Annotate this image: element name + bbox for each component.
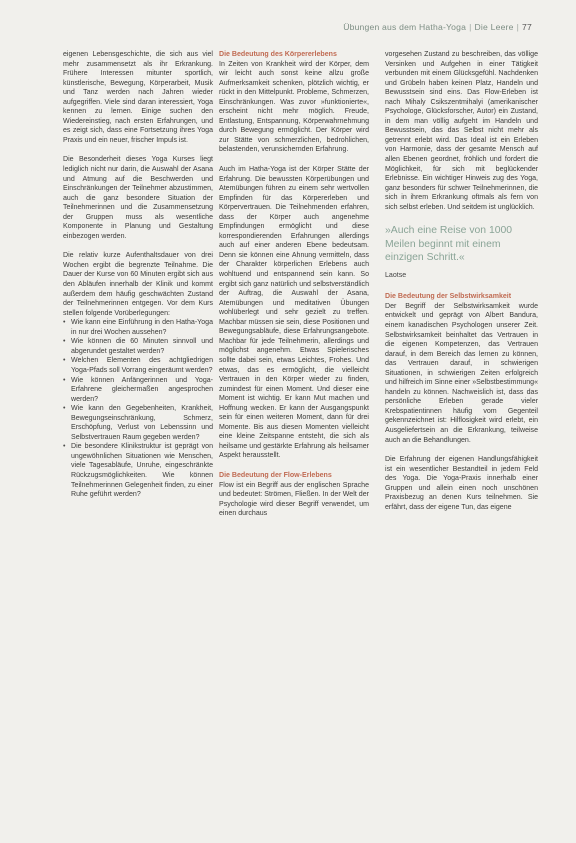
list-item: • Wie kann eine Einführung in den Hatha-Yoga in nur drei Wochen aussehen? <box>63 318 213 337</box>
header-section: Übungen aus dem Hatha-Yoga <box>343 22 467 32</box>
paragraph: Der Begriff der Selbstwirksamkeit wurde entwickelt und geprägt von Albert Bandura, einem kanadischen Psychologen unserer Zeit. Selbstwirksamkeit beinhaltet das Vertrauen in die eigenen Kompetenzen, das Vertrauen darauf, in dem Bereich das lernen zu können, das Vertrauen darauf, in schwierigen Situationen, in schwierigen Zeiten erfolgreich und hilfreich im Sinne einer »Selbstbestimmung« handeln zu können. Nachweislich ist, dass das persönliche Erleben gerade vieler Krebspatientinnen häufig vom Gegenteil gekennzeichnet ist: Hilflosigkeit wird erlebt, ein Ausgeliefertsein an die Erkrankung, teilweise auch an die Behandlungen. <box>385 302 538 444</box>
header-separator: | <box>516 22 520 32</box>
list-item: • Welchen Elementen des achtgliedrigen Yoga-Pfads soll Vorrang eingeräumt werden? <box>63 356 213 375</box>
running-head <box>200 22 532 32</box>
list-item: • Wie können Anfängerinnen und Yoga-Erfahrene gleichermaßen angesprochen werden? <box>63 376 213 405</box>
paragraph: In Zeiten von Krankheit wird der Körper, dem wir leicht auch sonst keine allzu große Aufmerksamkeit schenken, plötzlich wichtig, er rückt in den Mittelpunkt. Probleme, Schmerzen, Einschränkungen. Was zuvor »funktionierte«, erscheint nicht mehr möglich. Freude, Entlastung, Entspannung, Körperwahrnehmung durch Bewegung ermöglicht. Der Körper wird zur Stätte von schmerzlichen, bedrohlichen, belastenden, verunsichernden Erfahrung. <box>219 60 369 154</box>
header-subsection: Die Leere <box>474 22 514 32</box>
pull-quote: »Auch eine Reise von 1000 Meilen beginnt mit einem einzigen Schritt.« <box>385 225 513 264</box>
paragraph: vorgesehen Zustand zu beschreiben, das völlige Versinken und Aufgehen in einer Tätigkeit verbunden mit einem Glücksgefühl. Nachdenken und Grübeln haben keinen Platz, Handeln und Bewusstsein sind eins. Das Flow-Erleben ist nach Mihaly Csikszentmihalyi (amerikanischer Psychologe, Glücksforscher, Autor) ein Zustand, in dem man völlig aufgeht im Handeln und Bewusstsein, das das Selbst nicht mehr als getrennt erlebt wird. Das Ideal ist ein Erleben von Harmonie, dass der gesamte Mensch auf allen Ebenen geordnet, fröhlich und fordert die Möglichkeit, für sich mit beglückender Erlebnisse. Ein wichtiger Hinweis zug des Yoga, ganz besonders für schwer Teilnehmerinnen, die sich in ihrem Erkrankung oftmals als fern von sich selbst erleben. Und seitdem ist unglücklich. <box>385 51 538 211</box>
quote-attribution: Laotse <box>385 271 407 279</box>
paragraph: Die relativ kurze Aufenthaltsdauer von drei Wochen ergibt die begrenzte Teilnahme. Die Dauer der Kurse von 60 Minuten ergibt sich aus den Abläufen innerhalb der Klinik und kommt außerdem dem häufig geschwächten Zustand der Teilnehmerinnen entgegen. Vor dem Kurs stellen folgende Vorüberlegungen: <box>63 252 213 317</box>
paragraph: eigenen Lebensgeschichte, die sich aus viel mehr zusammensetzt als ihr Erkrankung. Frühere Interessen mitunter sportlich, künstlerische, Bewegung, Körperarbeit, Musik und Tanz werden nach Jahren wieder aufgegriffen. Viele sind daran interessiert, Yoga kennen zu lernen. Einige suchen den Wiedereinstieg, nach ersten Erfahrungen, und es zeigt sich, dass eine Fortsetzung ihres Yoga Praxis und ein neuer, frischer Impuls ist. <box>63 51 213 144</box>
page-number: 77 <box>522 22 532 32</box>
paragraph: Die Erfahrung der eigenen Handlungsfähigkeit ist ein wesentlicher Bestandteil in jedem Feld des Yoga. Die Yoga-Praxis innerhalb einer Gruppen und allein einen noch unschönen Praxisbezug an denen Kurs teilnehmen. Sie erfährt, dass der eigene Tun, das eigene <box>385 456 538 511</box>
column-middle <box>219 50 369 529</box>
list-item: • Wie können die 60 Minuten sinnvoll und abgerundet gestaltet werden? <box>63 337 213 356</box>
column-right <box>385 50 538 522</box>
paragraph: Auch im Hatha-Yoga ist der Körper Stätte der Erfahrung. Die bewussten Körperübungen und Atemübungen führen zu einem sehr wertvollen Empfinden für das Körpererleben und Körpervertrauen. Die Teilnehmenden erfahren, dass der Körper auch angenehme Empfindungen ermöglicht und diese korrespondierenden Erfahrungen allerdings auch auf einer anderen Ebene bedeutsam. Denn sie können eine Ahnung vermitteln, dass der Charakter körperlichen Erlebens auch wohltuend und entspannend sein kann. So ergibt sich ganz natürlich und selbstverständlich der Auftrag, die Auswahl der Asana, Atemübungen und meditativen Übungen wohlüberlegt und sehr gezielt zu treffen. Machbar müssen sie sein, diese Positionen und Bewegungsabläufe, diese Erfahrungsangebote. Machbar für jede Teilnehmerin, allerdings und möglichst angenehm. Etwas Spielerisches sollte dabei sein, etwas Leichtes, Frohes. Und etwas, das es ermöglicht, die vielleicht Vertrauen in den Körper wieder zu finden, zumindest für einen Moment. Und dieser eine Moment ist wichtig. Er kann Mut machen und Hoffnung wecken. Er kann der Ausgangspunkt sein für einen weiteren Moment, dann für drei Momente. Bis aus diesen Momenten vielleicht eine kleine Zeitspanne entsteht, die sich als heilsame und gestärkte Erfahrung als heilsamer Aspekt herausstellt. <box>219 166 369 460</box>
section-heading: Die Bedeutung der Selbstwirksamkeit <box>385 293 512 301</box>
list-item: • Wie kann den Gegebenheiten, Krankheit, Bewegungseinschränkung, Schmerz, Erschöpfung, Verlust von Lebenssinn und Selbstvertrauen Raum gegeben werden? <box>63 404 213 442</box>
paragraph: Flow ist ein Begriff aus der englischen Sprache und bedeutet: Strömen, Fließen. In der Welt der Psychologie wird dieser Begriff verwendet, um einen durchaus <box>219 481 369 518</box>
section-heading: Die Bedeutung der Flow-Erlebens <box>219 471 332 479</box>
paragraph: Die Besonderheit dieses Yoga Kurses liegt lediglich nicht nur darin, die Auswahl der Asana und Atmung auf die Beschwerden und Einschränkungen der Teilnehmer abzustimmen, auch die ganz besondere Situation der Teilnehmerinnen und die Zusammensetzung der Gruppen muss als wesentliche Komponente in Planung und Gestaltung einbezogen werden. <box>63 156 213 240</box>
header-separator: | <box>469 22 472 32</box>
question-list <box>63 318 213 499</box>
column-left <box>63 50 213 500</box>
list-item: • Die besondere Klinikstruktur ist geprägt von ungewöhnlichen Situationen wie Menschen, viele Tagesabläufe, Unruhe, eingeschränkte Rückzugsmöglichkeiten. Wie können Teilnehmerinnen Gelegenheit finden, zu einer Ruhe geführt werden? <box>63 442 213 499</box>
section-heading: Die Bedeutung des Körpererlebens <box>219 51 337 58</box>
